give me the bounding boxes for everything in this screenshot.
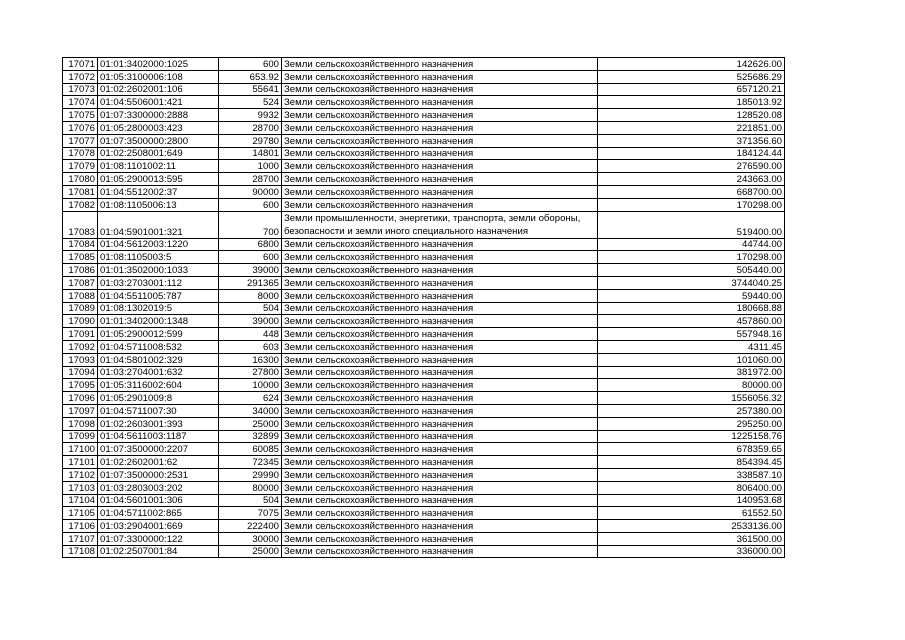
land-category-cell: Земли сельскохозяйственного назначения bbox=[282, 494, 598, 507]
area-cell: 29780 bbox=[219, 134, 282, 147]
table-row bbox=[63, 198, 785, 211]
area-cell: 27800 bbox=[219, 366, 282, 379]
row-number-cell: 17101 bbox=[63, 456, 98, 469]
land-category-cell: Земли сельскохозяйственного назначения bbox=[282, 134, 598, 147]
row-number-cell: 17078 bbox=[63, 147, 98, 160]
cadastral-number-cell: 01:02:2603001:393 bbox=[98, 417, 219, 430]
cadastral-number-cell: 01:04:5511005:787 bbox=[98, 289, 219, 302]
table-body bbox=[63, 58, 785, 558]
land-category-cell: Земли сельскохозяйственного назначения bbox=[282, 173, 598, 186]
land-category-cell: Земли сельскохозяйственного назначения bbox=[282, 160, 598, 173]
row-number-cell: 17093 bbox=[63, 353, 98, 366]
cadastral-value-cell: 243663.00 bbox=[598, 173, 785, 186]
land-category-cell: Земли сельскохозяйственного назначения bbox=[282, 70, 598, 83]
cadastral-number-cell: 01:07:3300000:122 bbox=[98, 532, 219, 545]
cadastral-number-cell: 01:04:5711002:865 bbox=[98, 507, 219, 520]
table-row bbox=[63, 443, 785, 456]
row-number-cell: 17077 bbox=[63, 134, 98, 147]
table-row bbox=[63, 173, 785, 186]
row-number-cell: 17086 bbox=[63, 264, 98, 277]
land-category-cell: Земли сельскохозяйственного назначения bbox=[282, 353, 598, 366]
table-row bbox=[63, 353, 785, 366]
land-category-cell: Земли сельскохозяйственного назначения bbox=[282, 507, 598, 520]
land-category-cell: Земли сельскохозяйственного назначения bbox=[282, 520, 598, 533]
land-category-cell: Земли сельскохозяйственного назначения bbox=[282, 289, 598, 302]
cadastral-value-cell: 295250.00 bbox=[598, 417, 785, 430]
land-category-cell: Земли сельскохозяйственного назначения bbox=[282, 443, 598, 456]
row-number-cell: 17090 bbox=[63, 315, 98, 328]
cadastral-number-cell: 01:02:2602001:106 bbox=[98, 83, 219, 96]
cadastral-number-cell: 01:04:5901001:321 bbox=[98, 211, 219, 238]
row-number-cell: 17102 bbox=[63, 468, 98, 481]
cadastral-value-cell: 3744040.25 bbox=[598, 276, 785, 289]
area-cell: 32899 bbox=[219, 430, 282, 443]
table-row bbox=[63, 468, 785, 481]
cadastral-number-cell: 01:03:2703001:112 bbox=[98, 276, 219, 289]
row-number-cell: 17083 bbox=[63, 211, 98, 238]
area-cell: 29990 bbox=[219, 468, 282, 481]
table-row bbox=[63, 264, 785, 277]
cadastral-number-cell: 01:01:3402000:1348 bbox=[98, 315, 219, 328]
land-category-cell: Земли сельскохозяйственного назначения bbox=[282, 264, 598, 277]
table-row bbox=[63, 185, 785, 198]
cadastral-number-cell: 01:04:5711007:30 bbox=[98, 404, 219, 417]
cadastral-number-cell: 01:07:3500000:2800 bbox=[98, 134, 219, 147]
row-number-cell: 17075 bbox=[63, 109, 98, 122]
area-cell: 39000 bbox=[219, 264, 282, 277]
area-cell: 504 bbox=[219, 302, 282, 315]
cadastral-value-cell: 184124.44 bbox=[598, 147, 785, 160]
cadastral-value-cell: 80000.00 bbox=[598, 379, 785, 392]
area-cell: 700 bbox=[219, 211, 282, 238]
table-row bbox=[63, 160, 785, 173]
area-cell: 6800 bbox=[219, 238, 282, 251]
table-row bbox=[63, 83, 785, 96]
cadastral-number-cell: 01:03:2704001:632 bbox=[98, 366, 219, 379]
area-cell: 222400 bbox=[219, 520, 282, 533]
table-row bbox=[63, 417, 785, 430]
area-cell: 60085 bbox=[219, 443, 282, 456]
cadastral-value-cell: 140953.68 bbox=[598, 494, 785, 507]
land-category-cell: Земли сельскохозяйственного назначения bbox=[282, 251, 598, 264]
area-cell: 600 bbox=[219, 198, 282, 211]
table-row bbox=[63, 392, 785, 405]
cadastral-number-cell: 01:07:3500000:2531 bbox=[98, 468, 219, 481]
table-row bbox=[63, 456, 785, 469]
cadastral-value-cell: 381972.00 bbox=[598, 366, 785, 379]
table-row bbox=[63, 211, 785, 238]
cadastral-number-cell: 01:08:1105006:13 bbox=[98, 198, 219, 211]
cadastral-value-cell: 678359.65 bbox=[598, 443, 785, 456]
table-row bbox=[63, 430, 785, 443]
row-number-cell: 17107 bbox=[63, 532, 98, 545]
row-number-cell: 17094 bbox=[63, 366, 98, 379]
cadastral-value-cell: 525686.29 bbox=[598, 70, 785, 83]
land-category-cell: Земли сельскохозяйственного назначения bbox=[282, 109, 598, 122]
cadastral-value-cell: 101060.00 bbox=[598, 353, 785, 366]
cadastral-number-cell: 01:04:5601001:306 bbox=[98, 494, 219, 507]
cadastral-number-cell: 01:04:5611003:1187 bbox=[98, 430, 219, 443]
cadastral-value-cell: 557948.16 bbox=[598, 328, 785, 341]
land-category-cell: Земли сельскохозяйственного назначения bbox=[282, 96, 598, 109]
row-number-cell: 17098 bbox=[63, 417, 98, 430]
cadastral-value-cell: 668700.00 bbox=[598, 185, 785, 198]
cadastral-value-cell: 806400.00 bbox=[598, 481, 785, 494]
area-cell: 600 bbox=[219, 251, 282, 264]
row-number-cell: 17106 bbox=[63, 520, 98, 533]
table-row bbox=[63, 147, 785, 160]
cadastral-number-cell: 01:05:3100006:108 bbox=[98, 70, 219, 83]
row-number-cell: 17080 bbox=[63, 173, 98, 186]
row-number-cell: 17096 bbox=[63, 392, 98, 405]
land-category-cell: Земли промышленности, энергетики, транспорта, земли обороны, безопасности и земли иного специального назначения bbox=[282, 211, 598, 238]
cadastral-number-cell: 01:05:3116002:604 bbox=[98, 379, 219, 392]
cadastral-value-cell: 338587.10 bbox=[598, 468, 785, 481]
land-category-cell: Земли сельскохозяйственного назначения bbox=[282, 481, 598, 494]
land-category-cell: Земли сельскохозяйственного назначения bbox=[282, 315, 598, 328]
area-cell: 7075 bbox=[219, 507, 282, 520]
row-number-cell: 17073 bbox=[63, 83, 98, 96]
cadastral-number-cell: 01:04:5801002:329 bbox=[98, 353, 219, 366]
row-number-cell: 17071 bbox=[63, 58, 98, 71]
land-category-cell: Земли сельскохозяйственного назначения bbox=[282, 121, 598, 134]
table-row bbox=[63, 532, 785, 545]
row-number-cell: 17082 bbox=[63, 198, 98, 211]
row-number-cell: 17108 bbox=[63, 545, 98, 558]
table-row bbox=[63, 302, 785, 315]
area-cell: 600 bbox=[219, 58, 282, 71]
table-row bbox=[63, 545, 785, 558]
table-row bbox=[63, 58, 785, 71]
area-cell: 1000 bbox=[219, 160, 282, 173]
row-number-cell: 17081 bbox=[63, 185, 98, 198]
area-cell: 72345 bbox=[219, 456, 282, 469]
area-cell: 34000 bbox=[219, 404, 282, 417]
row-number-cell: 17088 bbox=[63, 289, 98, 302]
cadastral-value-cell: 519400.00 bbox=[598, 211, 785, 238]
row-number-cell: 17076 bbox=[63, 121, 98, 134]
table-row bbox=[63, 340, 785, 353]
land-category-cell: Земли сельскохозяйственного назначения bbox=[282, 276, 598, 289]
land-category-cell: Земли сельскохозяйственного назначения bbox=[282, 404, 598, 417]
cadastral-number-cell: 01:01:3502000:1033 bbox=[98, 264, 219, 277]
area-cell: 28700 bbox=[219, 121, 282, 134]
table-row bbox=[63, 121, 785, 134]
row-number-cell: 17099 bbox=[63, 430, 98, 443]
area-cell: 16300 bbox=[219, 353, 282, 366]
table-row bbox=[63, 494, 785, 507]
land-category-cell: Земли сельскохозяйственного назначения bbox=[282, 430, 598, 443]
cadastral-value-cell: 457860.00 bbox=[598, 315, 785, 328]
area-cell: 524 bbox=[219, 96, 282, 109]
cadastral-value-cell: 221851.00 bbox=[598, 121, 785, 134]
cadastral-value-cell: 854394.45 bbox=[598, 456, 785, 469]
table-row bbox=[63, 276, 785, 289]
cadastral-value-cell: 142626.00 bbox=[598, 58, 785, 71]
cadastral-number-cell: 01:01:3402000:1025 bbox=[98, 58, 219, 71]
cadastral-number-cell: 01:02:2508001:649 bbox=[98, 147, 219, 160]
cadastral-number-cell: 01:05:2800003:423 bbox=[98, 121, 219, 134]
cadastral-value-cell: 44744.00 bbox=[598, 238, 785, 251]
area-cell: 9932 bbox=[219, 109, 282, 122]
table-row bbox=[63, 96, 785, 109]
area-cell: 504 bbox=[219, 494, 282, 507]
area-cell: 10000 bbox=[219, 379, 282, 392]
row-number-cell: 17095 bbox=[63, 379, 98, 392]
land-category-cell: Земли сельскохозяйственного назначения bbox=[282, 417, 598, 430]
cadastral-number-cell: 01:04:5612003:1220 bbox=[98, 238, 219, 251]
land-category-cell: Земли сельскохозяйственного назначения bbox=[282, 238, 598, 251]
row-number-cell: 17089 bbox=[63, 302, 98, 315]
table-row bbox=[63, 109, 785, 122]
table-row bbox=[63, 481, 785, 494]
cadastral-value-cell: 336000.00 bbox=[598, 545, 785, 558]
cadastral-number-cell: 01:05:2900013:595 bbox=[98, 173, 219, 186]
cadastral-number-cell: 01:08:1105003:5 bbox=[98, 251, 219, 264]
area-cell: 30000 bbox=[219, 532, 282, 545]
area-cell: 80000 bbox=[219, 481, 282, 494]
table-row bbox=[63, 70, 785, 83]
cadastral-value-cell: 505440.00 bbox=[598, 264, 785, 277]
land-category-cell: Земли сельскохозяйственного назначения bbox=[282, 185, 598, 198]
land-category-cell: Земли сельскохозяйственного назначения bbox=[282, 147, 598, 160]
land-category-cell: Земли сельскохозяйственного назначения bbox=[282, 468, 598, 481]
cadastral-value-cell: 4311.45 bbox=[598, 340, 785, 353]
land-category-cell: Земли сельскохозяйственного назначения bbox=[282, 340, 598, 353]
cadastral-value-cell: 59440.00 bbox=[598, 289, 785, 302]
cadastral-value-cell: 180668.88 bbox=[598, 302, 785, 315]
area-cell: 448 bbox=[219, 328, 282, 341]
cadastral-number-cell: 01:04:5711008:532 bbox=[98, 340, 219, 353]
cadastral-number-cell: 01:02:2507001:84 bbox=[98, 545, 219, 558]
area-cell: 8000 bbox=[219, 289, 282, 302]
cadastral-number-cell: 01:02:2602001:62 bbox=[98, 456, 219, 469]
cadastral-number-cell: 01:07:3300000:2888 bbox=[98, 109, 219, 122]
row-number-cell: 17097 bbox=[63, 404, 98, 417]
land-category-cell: Земли сельскохозяйственного назначения bbox=[282, 302, 598, 315]
land-category-cell: Земли сельскохозяйственного назначения bbox=[282, 392, 598, 405]
land-category-cell: Земли сельскохозяйственного назначения bbox=[282, 198, 598, 211]
area-cell: 39000 bbox=[219, 315, 282, 328]
cadastral-value-cell: 170298.00 bbox=[598, 251, 785, 264]
row-number-cell: 17100 bbox=[63, 443, 98, 456]
row-number-cell: 17074 bbox=[63, 96, 98, 109]
row-number-cell: 17087 bbox=[63, 276, 98, 289]
table-row bbox=[63, 520, 785, 533]
cadastral-value-cell: 2533136.00 bbox=[598, 520, 785, 533]
area-cell: 291365 bbox=[219, 276, 282, 289]
cadastral-value-cell: 185013.92 bbox=[598, 96, 785, 109]
table-row bbox=[63, 507, 785, 520]
area-cell: 28700 bbox=[219, 173, 282, 186]
land-category-cell: Земли сельскохозяйственного назначения bbox=[282, 379, 598, 392]
area-cell: 90000 bbox=[219, 185, 282, 198]
area-cell: 14801 bbox=[219, 147, 282, 160]
cadastral-value-cell: 128520.08 bbox=[598, 109, 785, 122]
cadastral-number-cell: 01:08:1302019:5 bbox=[98, 302, 219, 315]
cadastral-number-cell: 01:05:2900012:599 bbox=[98, 328, 219, 341]
land-category-cell: Земли сельскохозяйственного назначения bbox=[282, 328, 598, 341]
land-registry-table bbox=[62, 57, 785, 558]
land-category-cell: Земли сельскохозяйственного назначения bbox=[282, 58, 598, 71]
area-cell: 25000 bbox=[219, 545, 282, 558]
row-number-cell: 17079 bbox=[63, 160, 98, 173]
cadastral-number-cell: 01:04:5506001:421 bbox=[98, 96, 219, 109]
document-page bbox=[62, 57, 785, 558]
cadastral-number-cell: 01:08:1101002:11 bbox=[98, 160, 219, 173]
cadastral-value-cell: 361500.00 bbox=[598, 532, 785, 545]
land-category-cell: Земли сельскохозяйственного назначения bbox=[282, 456, 598, 469]
cadastral-number-cell: 01:03:2803003:202 bbox=[98, 481, 219, 494]
cadastral-number-cell: 01:03:2904001:669 bbox=[98, 520, 219, 533]
cadastral-value-cell: 371356.60 bbox=[598, 134, 785, 147]
table-row bbox=[63, 366, 785, 379]
table-row bbox=[63, 379, 785, 392]
table-row bbox=[63, 404, 785, 417]
row-number-cell: 17091 bbox=[63, 328, 98, 341]
area-cell: 653.92 bbox=[219, 70, 282, 83]
table-row bbox=[63, 289, 785, 302]
cadastral-number-cell: 01:04:5512002:37 bbox=[98, 185, 219, 198]
row-number-cell: 17072 bbox=[63, 70, 98, 83]
table-row bbox=[63, 328, 785, 341]
row-number-cell: 17092 bbox=[63, 340, 98, 353]
table-row bbox=[63, 134, 785, 147]
cadastral-number-cell: 01:07:3500000:2207 bbox=[98, 443, 219, 456]
table-row bbox=[63, 315, 785, 328]
cadastral-number-cell: 01:05:2901009:8 bbox=[98, 392, 219, 405]
row-number-cell: 17103 bbox=[63, 481, 98, 494]
area-cell: 603 bbox=[219, 340, 282, 353]
area-cell: 25000 bbox=[219, 417, 282, 430]
row-number-cell: 17105 bbox=[63, 507, 98, 520]
cadastral-value-cell: 657120.21 bbox=[598, 83, 785, 96]
area-cell: 55641 bbox=[219, 83, 282, 96]
cadastral-value-cell: 1225158.76 bbox=[598, 430, 785, 443]
cadastral-value-cell: 1556056.32 bbox=[598, 392, 785, 405]
table-row bbox=[63, 238, 785, 251]
cadastral-value-cell: 170298.00 bbox=[598, 198, 785, 211]
land-category-cell: Земли сельскохозяйственного назначения bbox=[282, 366, 598, 379]
cadastral-value-cell: 61552.50 bbox=[598, 507, 785, 520]
land-category-cell: Земли сельскохозяйственного назначения bbox=[282, 532, 598, 545]
land-category-cell: Земли сельскохозяйственного назначения bbox=[282, 545, 598, 558]
cadastral-value-cell: 257380.00 bbox=[598, 404, 785, 417]
row-number-cell: 17084 bbox=[63, 238, 98, 251]
table-row bbox=[63, 251, 785, 264]
land-category-cell: Земли сельскохозяйственного назначения bbox=[282, 83, 598, 96]
row-number-cell: 17085 bbox=[63, 251, 98, 264]
area-cell: 624 bbox=[219, 392, 282, 405]
row-number-cell: 17104 bbox=[63, 494, 98, 507]
cadastral-value-cell: 276590.00 bbox=[598, 160, 785, 173]
